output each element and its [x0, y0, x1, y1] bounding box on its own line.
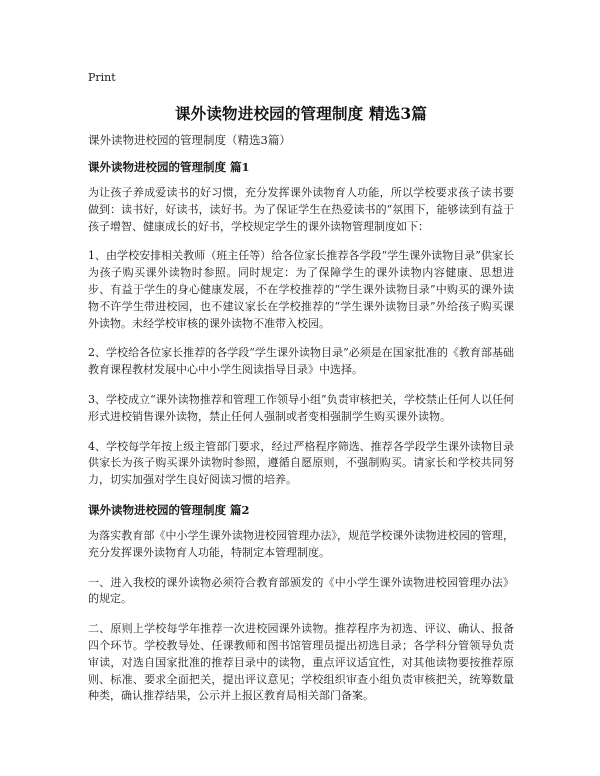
section-1 [88, 159, 514, 489]
paragraph: 3、学校成立“课外读物推荐和管理工作领导小组”负责审核把关，学校禁止任何人以任何形式进校销售课外读物，禁止任何人强制或者变相强制学生购买课外读物。 [88, 392, 514, 423]
paragraph: 二、原则上学校每学年推荐一次进校园课外读物。推荐程序为初选、评议、确认、报备四个环节。学校教导处、任课教师和图书馆管理员提出初选目录；各学科分管领导负责审读，对选自国家批准的推荐目录中的读物，重点评议适宜性，对其他读物要按推荐原则、标准、要求全面把关，提出评议意见；学校组织审查小组负责审核把关，统筹数量种类，确认推荐结果，公示并上报区教育局相关部门备案。 [88, 622, 514, 703]
paragraph: 2、学校给各位家长推荐的各学段“学生课外读物目录”必须是在国家批准的《教育部基础教育课程教材发展中心中小学生阅读指导目录》中选择。 [88, 346, 514, 377]
paragraph: 为让孩子养成爱读书的好习惯，充分发挥课外读物育人功能，所以学校要求孩子读书要做到：读书好，好读书，读好书。为了保证学生在热爱读书的“氛围下，能够读到有益于孩子增智、健康成长的好书，学校规定学生的课外读物管理制度如下： [88, 186, 514, 233]
paragraph: 4、学校每学年按上级主管部门要求，经过严格程序筛选、推荐各学段学生课外读物目录供家长为孩子购买课外读物时参照，遵循自愿原则，不强制购买。请家长和学校共同努力，切实加强对学生良好阅读习惯的培养。 [88, 439, 514, 487]
print-link[interactable]: Print [88, 71, 116, 84]
section-2 [88, 502, 514, 705]
document-title: 课外读物进校园的管理制度 精选3篇 [174, 104, 428, 123]
document-body [88, 132, 514, 718]
paragraph: 一、进入我校的课外读物必须符合教育部颁发的《中小学生课外读物进校园管理办法》的规定。 [88, 575, 514, 606]
section-heading: 课外读物进校园的管理制度 篇2 [88, 502, 250, 517]
paragraph: 1、由学校安排相关教师（班主任等）给各位家长推荐各学段“学生课外读物目录”供家长为孩子购买课外读物时参照。同时规定：为了保障学生的课外读物内容健康、思想进步、有益于学生的身心健康发展，不在学校推荐的“学生课外读物目录”中购买的课外读物不许学生带进校园，也不建议家长在学校推荐的“学生课外读物目录”外给孩子购买课外读物。未经学校审核的课外读物不准带入校园。 [88, 249, 514, 330]
paragraph: 为落实教育部《中小学生课外读物进校园管理办法》，规范学校课外读物进校园的管理，充分发挥课外读物育人功能，特制定本管理制度。 [88, 528, 514, 559]
section-heading: 课外读物进校园的管理制度 篇1 [88, 160, 250, 174]
document-subtitle: 课外读物进校园的管理制度（精选3篇） [88, 133, 291, 147]
